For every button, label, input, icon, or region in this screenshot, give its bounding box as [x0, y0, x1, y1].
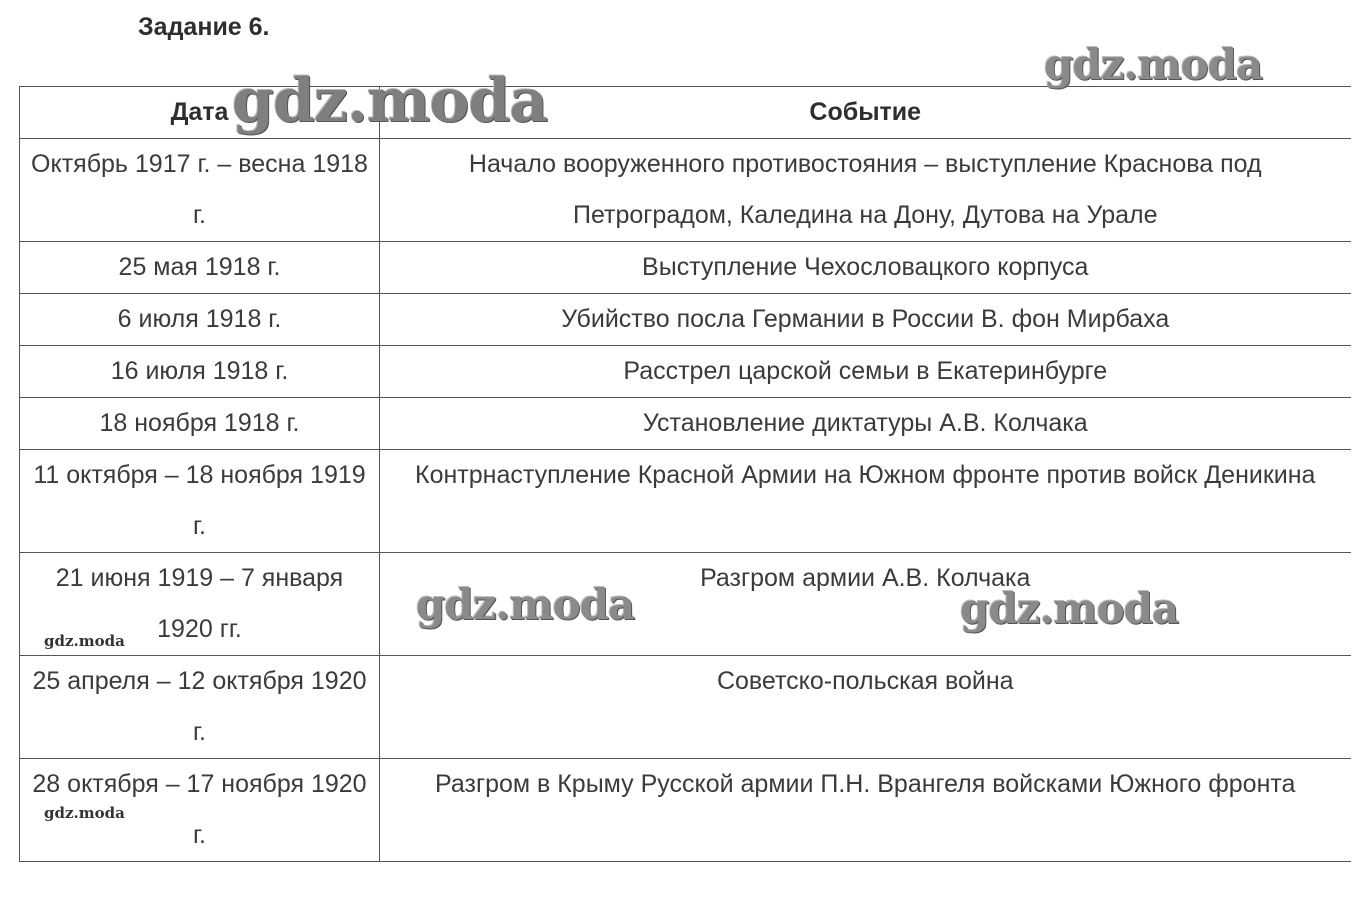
- watermark: gdz.moda: [44, 632, 125, 650]
- table-row: [20, 553, 1351, 656]
- date-cell: 21 июня 1919 – 7 января 1920 гг.: [20, 553, 380, 656]
- table-row: [20, 139, 1351, 242]
- date-column-header: Дата: [20, 87, 380, 139]
- watermark: gdz.moda: [416, 580, 635, 629]
- event-column-header: Событие: [380, 87, 1351, 139]
- event-cell: Разгром в Крыму Русской армии П.Н. Врангеля войсками Южного фронта: [380, 759, 1351, 862]
- watermark: gdz.moda: [1044, 40, 1263, 89]
- date-cell: 28 октября – 17 ноября 1920 г.: [20, 759, 380, 862]
- event-cell: Советско-польская война: [380, 656, 1351, 759]
- watermark: gdz.moda: [232, 66, 548, 136]
- date-cell: 18 ноября 1918 г.: [20, 398, 380, 450]
- watermark: gdz.moda: [44, 804, 125, 822]
- event-cell: Начало вооруженного противостояния – выступление Краснова под Петроградом, Каледина на Дону, Дутова на Урале: [380, 139, 1351, 242]
- table-row: [20, 294, 1351, 346]
- event-cell: Выступление Чехословацкого корпуса: [380, 242, 1351, 294]
- table-header-row: [20, 87, 1351, 139]
- table-row: [20, 656, 1351, 759]
- task-heading: Задание 6.: [138, 13, 270, 41]
- date-cell: 11 октября – 18 ноября 1919 г.: [20, 450, 380, 553]
- date-cell: 16 июля 1918 г.: [20, 346, 380, 398]
- table-row: [20, 450, 1351, 553]
- date-cell: 25 апреля – 12 октября 1920 г.: [20, 656, 380, 759]
- event-cell: Разгром армии А.В. Колчака: [380, 553, 1351, 656]
- table-row: [20, 398, 1351, 450]
- table-row: [20, 346, 1351, 398]
- date-cell: 25 мая 1918 г.: [20, 242, 380, 294]
- event-cell: Контрнаступление Красной Армии на Южном фронте против войск Деникина: [380, 450, 1351, 553]
- table-row: [20, 242, 1351, 294]
- event-cell: Установление диктатуры А.В. Колчака: [380, 398, 1351, 450]
- watermark: gdz.moda: [960, 584, 1179, 633]
- event-cell: Расстрел царской семьи в Екатеринбурге: [380, 346, 1351, 398]
- table-row: [20, 759, 1351, 862]
- event-cell: Убийство посла Германии в России В. фон Мирбаха: [380, 294, 1351, 346]
- date-cell: 6 июля 1918 г.: [20, 294, 380, 346]
- date-cell: Октябрь 1917 г. – весна 1918 г.: [20, 139, 380, 242]
- events-table: [19, 86, 1351, 862]
